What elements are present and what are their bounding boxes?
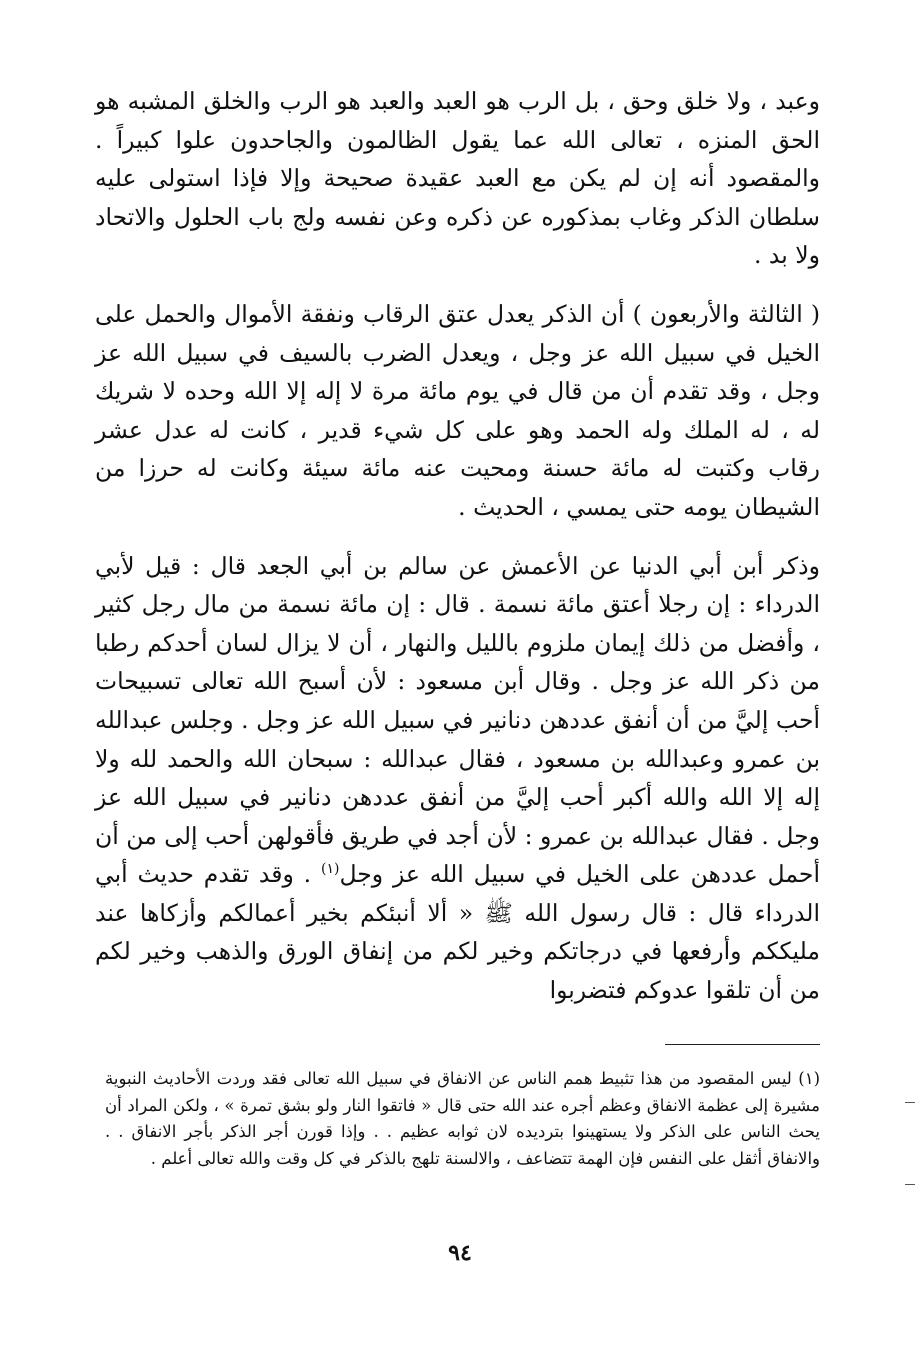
footnote-reference: (١) bbox=[320, 861, 340, 878]
paragraph-3-part-2: . وقد تقدم حديث أبي الدرداء قال : قال رسول الله ﷺ « ألا أنبئكم بخير أعمالكم وأزكاها عند مليككم وأرفعها في درجاتكم وخير لكم من إنفاق الورق والذهب وخير لكم من أن تلقوا عدوكم فتضربوا bbox=[95, 860, 820, 1005]
scan-edge-mark bbox=[905, 1184, 915, 1185]
paragraph-2: ( الثالثة والأربعون ) أن الذكر يعدل عتق الرقاب ونفقة الأموال والحمل على الخيل في سبيل الله عز وجل ، ويعدل الضرب بالسيف في سبيل الله عز وجل ، وقد تقدم أن من قال في يوم مائة مرة لا إله إلا الله وحده لا شريك له ، له الملك وله الحمد وهو على كل شيء قدير ، كانت له عدل عشر رقاب وكتبت له مائة حسنة ومحيت عنه مائة سيئة وكانت له حرزا من الشيطان يومه حتى يمسي ، الحديث . bbox=[95, 299, 820, 521]
paragraph-3-part-1: وذكر أبن أبي الدنيا عن الأعمش عن سالم بن أبي الجعد قال : قيل لأبي الدرداء : إن رجلا أعتق مائة نسمة . قال : إن مائة نسمة من مال رجل كثير ، وأفضل من ذلك إيمان ملزوم بالليل والنهار ، أن لا يزال لسان أحدكم رطبا من ذكر الله عز وجل . وقال أبن مسعود : لأن أسبح الله تعالى تسبيحات أحب إليَّ من أن أنفق عددهن دنانير في سبيل الله عز وجل . وجلس عبدالله بن عمرو وعبدالله بن مسعود ، فقال عبدالله : سبحان الله والحمد لله ولا إله إلا الله والله أكبر أحب إليَّ من أنفق عددهن دنانير في سبيل الله عز وجل . فقال عبدالله بن عمرو : لأن أجد في طريق فأقولهن أحب إلى من أن أحمل عددهن على الخيل في سبيل الله عز وجل bbox=[95, 551, 820, 889]
footnote: (١) ليس المقصود من هذا تثبيط همم الناس عن الانفاق في سبيل الله تعالى فقد وردت الأحاديث النبوية مشيرة إلى عظمة الانفاق وعظم أجره عند الله حتى قال « فاتقوا النار ولو بشق تمرة » ، ولكن المراد أن يحث الناس على الذكر ولا يستهينوا بترديده لان ثوابه عظيم . . وإذا قورن أجر الذكر بأجر الانفاق . . والانفاق أثقل على النفس فإن الهمة تتضاعف ، والالسنة تلهج بالذكر في كل وقت والله تعالى أعلم . bbox=[105, 1069, 820, 1168]
scan-edge-mark bbox=[905, 1102, 915, 1103]
main-text bbox=[95, 82, 820, 1010]
paragraph-1: وعبد ، ولا خلق وحق ، بل الرب هو العبد والعبد هو الرب والخلق المشبه هو الحق المنزه ، تعالى الله عما يقول الظالمون والجاحدون علوا كبيراً . والمقصود أنه إن لم يكن مع العبد عقيدة صحيحة وإلا فإذا استولى عليه سلطان الذكر وغاب بمذكوره عن ذكره وعن نفسه ولج باب الحلول والاتحاد ولا بد . bbox=[95, 87, 820, 270]
paragraph-3 bbox=[95, 547, 820, 1010]
footnote-divider bbox=[665, 1044, 820, 1045]
page-number: ٩٤ bbox=[448, 1240, 472, 1266]
